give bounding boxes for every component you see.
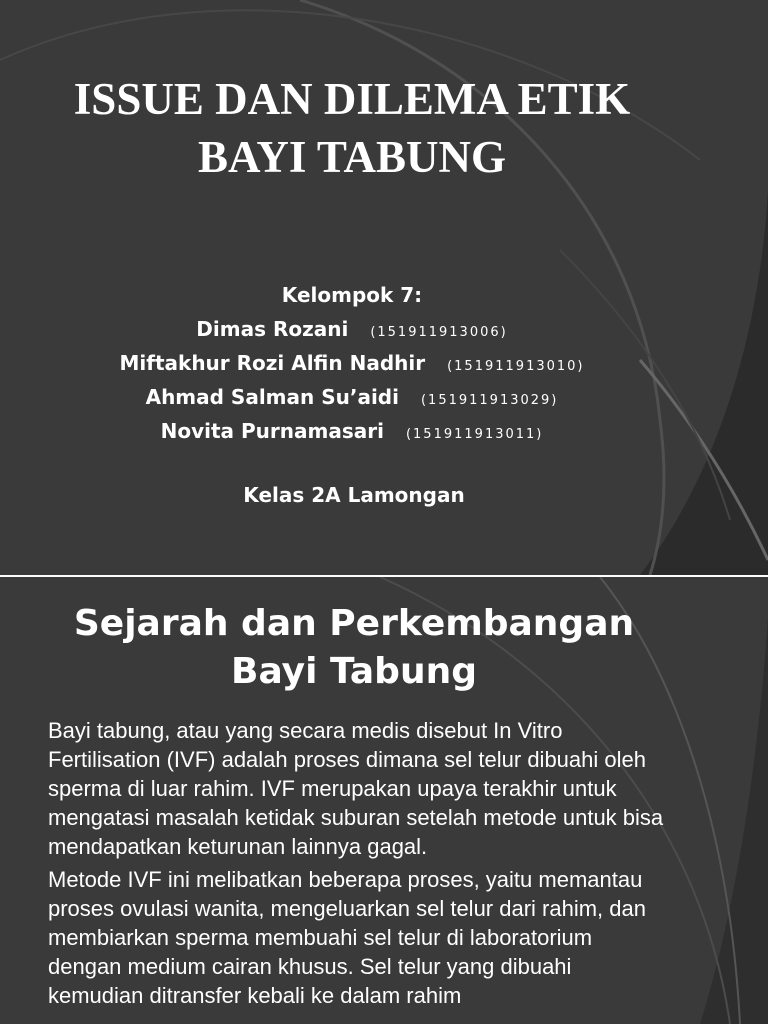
slide2-title-line-2: Bayi Tabung — [231, 651, 477, 692]
member-row — [0, 380, 704, 414]
paragraph: Metode IVF ini melibatkan beberapa proses, yaitu memantau proses ovulasi wanita, mengeluarkan sel telur dari rahim, dan membiarkan sperma membuahi sel telur di laboratorium dengan medium cairan khusus. Sel telur yang dibuahi kemudian ditransfer kebali ke dalam rahim — [48, 867, 646, 1008]
title-line-2: BAYI TABUNG — [197, 132, 506, 182]
member-row — [0, 346, 704, 380]
slide2-body — [48, 716, 668, 1014]
slide2-title-line-1: Sejarah dan Perkembangan — [73, 603, 635, 644]
member-row — [0, 414, 704, 448]
member-name: Miftakhur Rozi Alfin Nadhir — [119, 351, 426, 375]
member-id: (151911913029) — [420, 393, 559, 408]
member-id: (151911913006) — [370, 325, 508, 340]
member-id: (151911913011) — [405, 427, 544, 442]
member-id: (151911913010) — [447, 359, 585, 374]
slide-title — [0, 70, 704, 186]
group-label: Kelompok 7: — [281, 283, 423, 307]
slide2-title — [0, 600, 708, 696]
class-label: Kelas 2A Lamongan — [243, 483, 465, 507]
member-name: Novita Purnamasari — [160, 419, 384, 443]
title-line-1: ISSUE DAN DILEMA ETIK — [73, 74, 631, 124]
member-name: Ahmad Salman Su’aidi — [145, 385, 399, 409]
member-row — [0, 312, 704, 346]
paragraph: Bayi tabung, atau yang secara medis disebut In Vitro Fertilisation (IVF) adalah proses dimana sel telur dibuahi oleh sperma di luar rahim. IVF merupakan upaya terakhir untuk mengatasi masalah ketidak suburan setelah metode untuk bisa mendapatkan keturunan lainnya gagal. — [48, 718, 664, 859]
group-members — [0, 278, 704, 448]
member-name: Dimas Rozani — [196, 317, 349, 341]
